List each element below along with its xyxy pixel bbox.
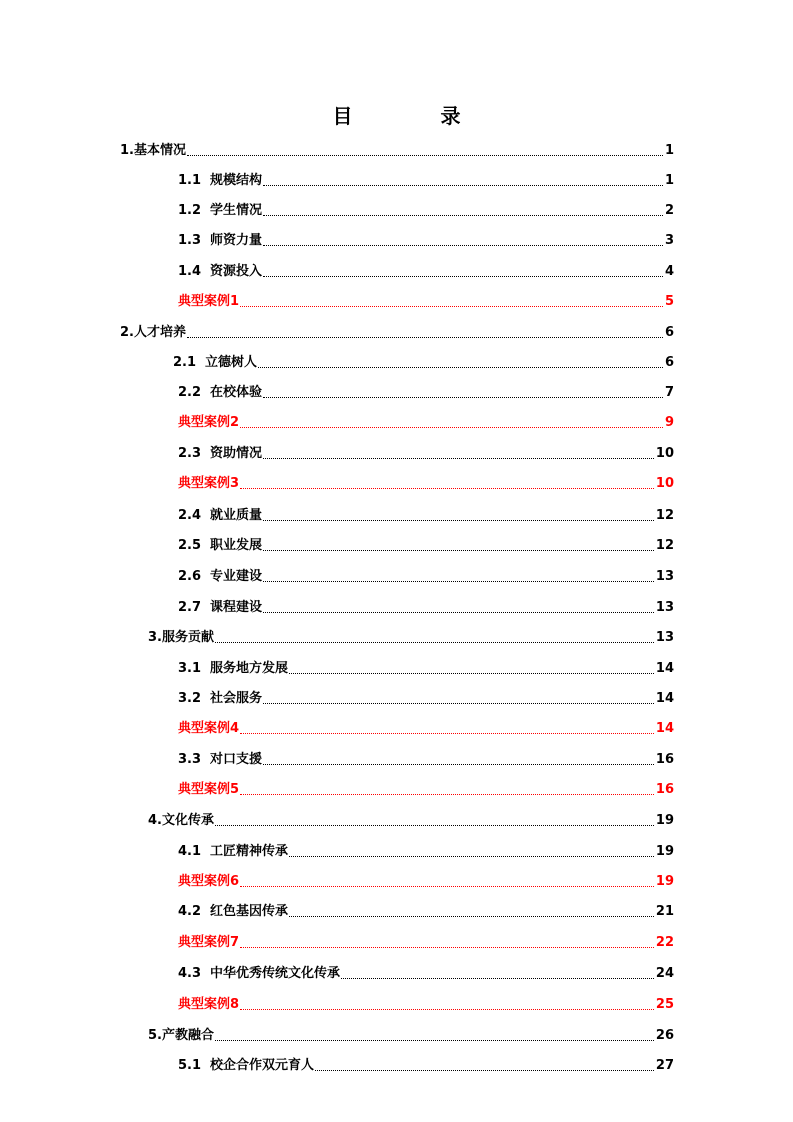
- toc-entry-page-number: 12: [655, 508, 674, 523]
- toc-entry-subsection[interactable]: [178, 379, 674, 401]
- dot-leader: [263, 612, 654, 613]
- dot-leader: [240, 733, 654, 734]
- toc-entry-subsection[interactable]: [178, 227, 674, 249]
- toc-entry-label: 典型案例3: [178, 476, 240, 491]
- dot-leader: [263, 215, 663, 216]
- dot-leader: [341, 978, 654, 979]
- dot-leader: [263, 520, 654, 521]
- toc-entry-section[interactable]: [120, 137, 674, 159]
- toc-entry-subsection[interactable]: [178, 1052, 674, 1074]
- dot-leader: [289, 916, 654, 917]
- toc-entry-page-number: 1: [664, 143, 674, 158]
- dot-leader: [263, 581, 654, 582]
- toc-entry-number: 3.2: [178, 691, 202, 706]
- dot-leader: [240, 886, 654, 887]
- toc-entry-number: 2.6: [178, 569, 202, 584]
- toc-entry-subsection[interactable]: [178, 685, 674, 707]
- toc-entry-page-number: 10: [655, 446, 674, 461]
- toc-entry-number: 1.1: [178, 173, 202, 188]
- toc-entry-page-number: 25: [655, 997, 674, 1012]
- dot-leader: [240, 1009, 654, 1010]
- toc-entry-page-number: 19: [655, 844, 674, 859]
- toc-entry-label: 中华优秀传统文化传承: [210, 966, 341, 981]
- toc-entry-label: 师资力量: [210, 233, 263, 248]
- toc-entry-number: 4.3: [178, 966, 202, 981]
- toc-entry-subsection[interactable]: [178, 563, 674, 585]
- toc-entry-section[interactable]: [148, 624, 674, 646]
- toc-entry-case[interactable]: [178, 409, 674, 431]
- toc-entry-page-number: 27: [655, 1058, 674, 1073]
- dot-leader: [289, 856, 654, 857]
- toc-entry-page-number: 2: [664, 203, 674, 218]
- toc-entry-number: 2.5: [178, 538, 202, 553]
- toc-entry-label: 服务地方发展: [210, 661, 289, 676]
- toc-entry-case[interactable]: [178, 715, 674, 737]
- toc-entry-page-number: 1: [664, 173, 674, 188]
- toc-entry-number: 3.1: [178, 661, 202, 676]
- toc-entry-label: 校企合作双元育人: [210, 1058, 315, 1073]
- toc-entry-number: 2.2: [178, 385, 202, 400]
- toc-entry-page-number: 14: [655, 691, 674, 706]
- toc-entry-label: 工匠精神传承: [210, 844, 289, 859]
- toc-entry-page-number: 14: [655, 721, 674, 736]
- toc-entry-page-number: 6: [664, 355, 674, 370]
- toc-entry-case[interactable]: [178, 991, 674, 1013]
- toc-entry-subsection[interactable]: [173, 349, 674, 371]
- toc-entry-label: 对口支援: [210, 752, 263, 767]
- toc-entry-page-number: 13: [655, 600, 674, 615]
- toc-entry-subsection[interactable]: [178, 258, 674, 280]
- dot-leader: [263, 550, 654, 551]
- dot-leader: [263, 276, 663, 277]
- toc-entry-number: 1.3: [178, 233, 202, 248]
- dot-leader: [263, 764, 654, 765]
- dot-leader: [215, 642, 654, 643]
- toc-entry-page-number: 4: [664, 264, 674, 279]
- dot-leader: [215, 1040, 654, 1041]
- toc-entry-label: 课程建设: [210, 600, 263, 615]
- toc-entry-label: 典型案例7: [178, 935, 240, 950]
- toc-entry-subsection[interactable]: [178, 838, 674, 860]
- toc-entry-page-number: 13: [655, 630, 674, 645]
- toc-entry-label: 立德树人: [205, 355, 258, 370]
- toc-entry-number: 1.4: [178, 264, 202, 279]
- toc-entry-subsection[interactable]: [178, 960, 674, 982]
- toc-entry-label: 典型案例5: [178, 782, 240, 797]
- toc-entry-label: 典型案例2: [178, 415, 240, 430]
- toc-entry-label: 专业建设: [210, 569, 263, 584]
- dot-leader: [240, 947, 654, 948]
- toc-entry-label: 规模结构: [210, 173, 263, 188]
- toc-entry-label: 典型案例1: [178, 294, 240, 309]
- toc-entry-number: 2.4: [178, 508, 202, 523]
- toc-entry-label: 典型案例8: [178, 997, 240, 1012]
- toc-entry-label: 职业发展: [210, 538, 263, 553]
- toc-entry-case[interactable]: [178, 470, 674, 492]
- dot-leader: [263, 703, 654, 704]
- dot-leader: [289, 673, 654, 674]
- toc-entry-subsection[interactable]: [178, 746, 674, 768]
- toc-entry-label: 在校体验: [210, 385, 263, 400]
- dot-leader: [215, 825, 654, 826]
- toc-entry-page-number: 24: [655, 966, 674, 981]
- toc-entry-label: 红色基因传承: [210, 904, 289, 919]
- toc-entry-page-number: 13: [655, 569, 674, 584]
- dot-leader: [315, 1070, 654, 1071]
- dot-leader: [263, 245, 663, 246]
- toc-entry-page-number: 16: [655, 752, 674, 767]
- toc-entry-page-number: 12: [655, 538, 674, 553]
- toc-entry-case[interactable]: [178, 929, 674, 951]
- toc-entry-subsection[interactable]: [178, 167, 674, 189]
- toc-entry-subsection[interactable]: [178, 197, 674, 219]
- dot-leader: [187, 337, 663, 338]
- toc-entry-subsection[interactable]: [178, 898, 674, 920]
- toc-entry-number: 1.2: [178, 203, 202, 218]
- toc-entry-label: 资助情况: [210, 446, 263, 461]
- toc-entry-subsection[interactable]: [178, 440, 674, 462]
- toc-entry-subsection[interactable]: [178, 532, 674, 554]
- toc-entry-case[interactable]: [178, 776, 674, 798]
- toc-entry-page-number: 9: [664, 415, 674, 430]
- toc-entry-subsection[interactable]: [178, 502, 674, 524]
- toc-entry-label: 学生情况: [210, 203, 263, 218]
- toc-entry-page-number: 5: [664, 294, 674, 309]
- toc-entry-subsection[interactable]: [178, 594, 674, 616]
- toc-entry-page-number: 7: [664, 385, 674, 400]
- toc-entry-page-number: 22: [655, 935, 674, 950]
- toc-entry-number: 3.3: [178, 752, 202, 767]
- dot-leader: [263, 185, 663, 186]
- toc-entry-page-number: 16: [655, 782, 674, 797]
- toc-entry-label: 典型案例6: [178, 874, 240, 889]
- toc-entry-page-number: 19: [655, 874, 674, 889]
- dot-leader: [240, 427, 663, 428]
- toc-entry-label: 4.文化传承: [148, 813, 214, 828]
- dot-leader: [240, 488, 654, 489]
- toc-entry-page-number: 14: [655, 661, 674, 676]
- page-title: 目 录: [332, 104, 495, 128]
- toc-entry-label: 资源投入: [210, 264, 263, 279]
- toc-entry-case[interactable]: [178, 868, 674, 890]
- toc-entry-label: 就业质量: [210, 508, 263, 523]
- toc-entry-page-number: 26: [655, 1028, 674, 1043]
- toc-entry-number: 4.1: [178, 844, 202, 859]
- dot-leader: [187, 155, 663, 156]
- toc-entry-case[interactable]: [178, 288, 674, 310]
- dot-leader: [240, 794, 654, 795]
- toc-entry-subsection[interactable]: [178, 655, 674, 677]
- toc-entry-number: 2.7: [178, 600, 202, 615]
- toc-entry-page-number: 19: [655, 813, 674, 828]
- toc-entry-page-number: 3: [664, 233, 674, 248]
- toc-entry-page-number: 6: [664, 325, 674, 340]
- toc-entry-page-number: 10: [655, 476, 674, 491]
- toc-entry-section[interactable]: [148, 1022, 674, 1044]
- toc-entry-number: 4.2: [178, 904, 202, 919]
- toc-entry-number: 2.1: [173, 355, 197, 370]
- toc-entry-label: 2.人才培养: [120, 325, 186, 340]
- toc-entry-label: 5.产教融合: [148, 1028, 214, 1043]
- toc-entry-page-number: 21: [655, 904, 674, 919]
- toc-entry-number: 2.3: [178, 446, 202, 461]
- toc-entry-label: 典型案例4: [178, 721, 240, 736]
- toc-entry-section[interactable]: [120, 319, 674, 341]
- toc-entry-label: 社会服务: [210, 691, 263, 706]
- dot-leader: [240, 306, 663, 307]
- toc-entry-label: 1.基本情况: [120, 143, 186, 158]
- dot-leader: [258, 367, 663, 368]
- toc-entry-number: 5.1: [178, 1058, 202, 1073]
- toc-entry-label: 3.服务贡献: [148, 630, 214, 645]
- dot-leader: [263, 397, 663, 398]
- dot-leader: [263, 458, 654, 459]
- toc-entry-section[interactable]: [148, 807, 674, 829]
